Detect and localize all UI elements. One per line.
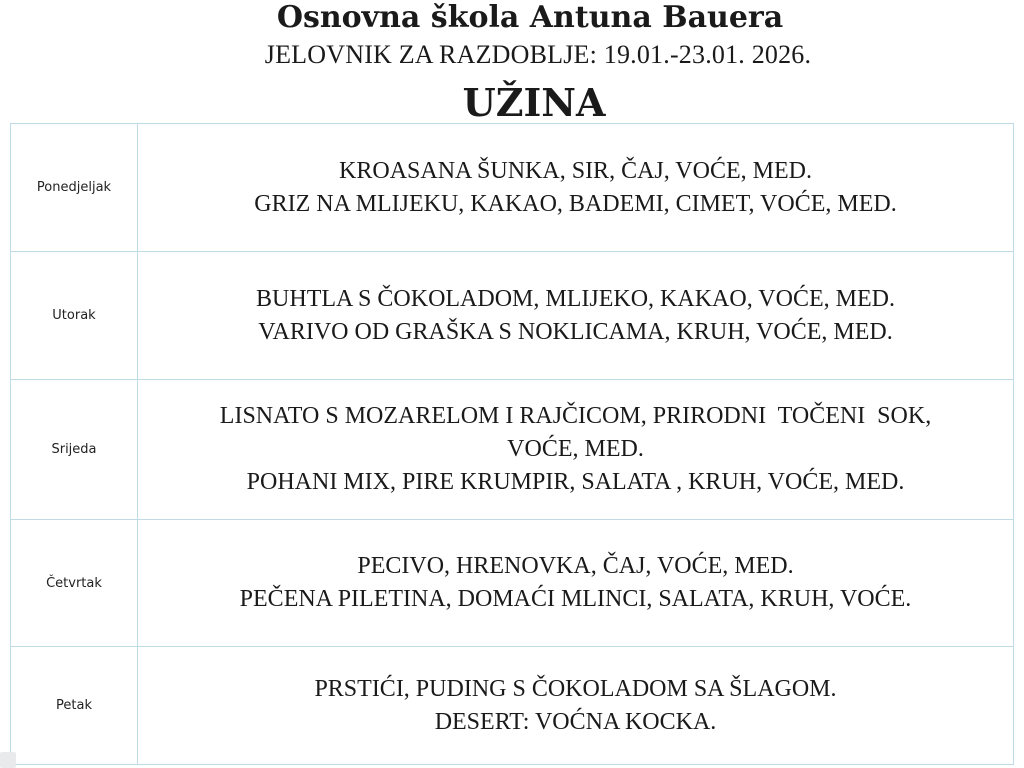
day-label: Srijeda	[11, 380, 138, 520]
day-label: Petak	[11, 647, 138, 765]
menu-line: PRSTIĆI, PUDING S ČOKOLADOM SA ŠLAGOM.	[314, 675, 837, 702]
menu-line: LISNATO S MOZARELOM I RAJČICOM, PRIRODNI TOČENI SOK,	[219, 403, 932, 429]
menu-line: PECIVO, HRENOVKA, ČAJ, VOĆE, MED.	[357, 553, 794, 579]
menu-row-cetvrtak	[11, 520, 1014, 647]
menu-line: VOĆE, MED.	[507, 436, 644, 462]
corner-mark	[0, 752, 16, 768]
school-name: Osnovna škola Antuna Bauera	[276, 0, 784, 35]
day-label: Četvrtak	[11, 520, 138, 647]
menu-row-utorak	[11, 252, 1014, 380]
menu-line: GRIZ NA MLIJEKU, KAKAO, BADEMI, CIMET, VOĆE, MED.	[254, 190, 897, 217]
meal-title: UŽINA	[462, 80, 606, 125]
menu-line: VARIVO OD GRAŠKA S NOKLICAMA, KRUH, VOĆE, MED.	[258, 318, 893, 345]
menu-row-srijeda	[11, 380, 1014, 520]
menu-line: POHANI MIX, PIRE KRUMPIR, SALATA , KRUH, VOĆE, MED.	[246, 469, 905, 495]
day-label: Ponedjeljak	[11, 124, 138, 252]
day-menu	[138, 252, 1014, 380]
day-menu	[138, 124, 1014, 252]
menu-line: PEČENA PILETINA, DOMAĆI MLINCI, SALATA, KRUH, VOĆE.	[239, 586, 912, 612]
menu-row-ponedjeljak	[11, 124, 1014, 252]
menu-row-petak	[11, 647, 1014, 765]
day-menu	[138, 520, 1014, 647]
menu-line: DESERT: VOĆNA KOCKA.	[434, 708, 717, 735]
day-label: Utorak	[11, 252, 138, 380]
day-menu	[138, 647, 1014, 765]
menu-line: KROASANA ŠUNKA, SIR, ČAJ, VOĆE, MED.	[339, 157, 812, 184]
menu-line: BUHTLA S ČOKOLADOM, MLIJEKO, KAKAO, VOĆE, MED.	[256, 285, 895, 312]
menu-table	[10, 123, 1014, 765]
menu-period: JELOVNIK ZA RAZDOBLJE: 19.01.-23.01. 2026.	[264, 40, 812, 69]
day-menu	[138, 380, 1014, 520]
